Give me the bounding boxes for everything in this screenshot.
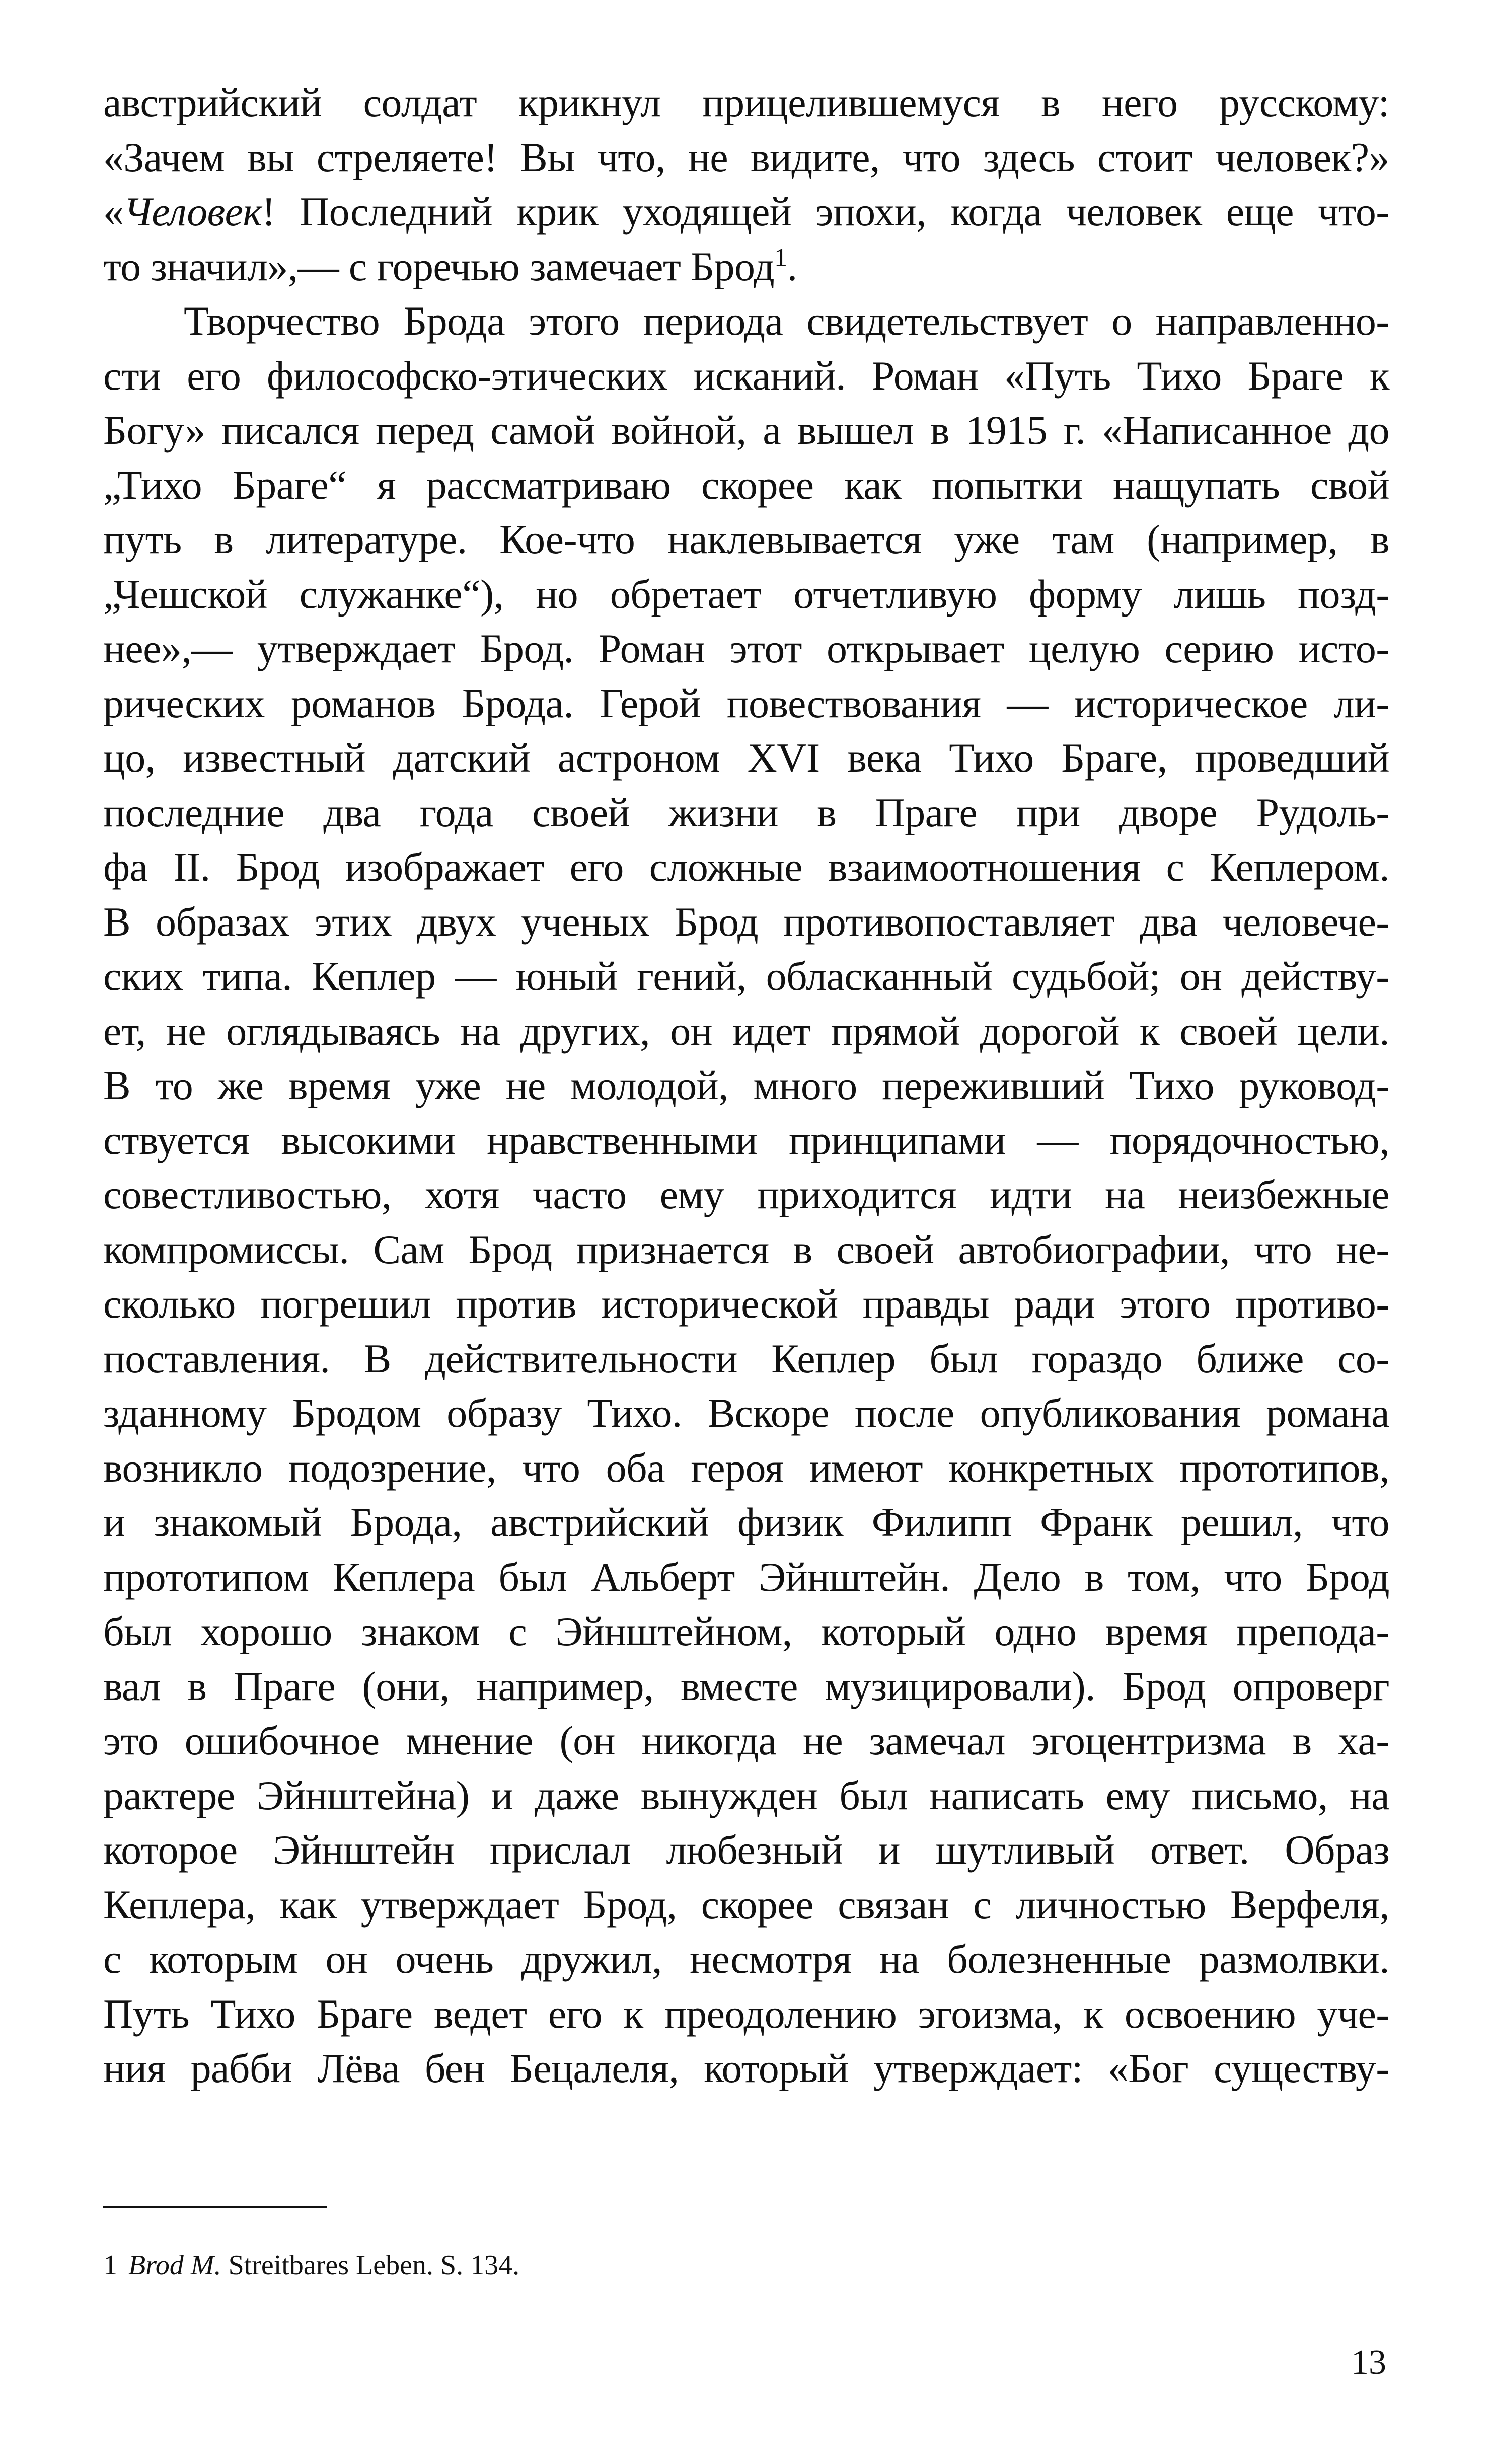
text-line	[103, 840, 1389, 895]
line-text: ских типа. Кеплер — юный гений, обласканный судьбой; он действу-	[103, 953, 1389, 999]
text-line	[103, 1277, 1389, 1332]
line-text: В то же время уже не молодой, много переживший Тихо руковод-	[103, 1062, 1389, 1108]
line-text: цо, известный датский астроном XVI века Тихо Браге, проведший	[103, 735, 1389, 781]
text-line	[103, 1332, 1389, 1387]
footnote	[103, 2248, 519, 2283]
line-text: рактере Эйнштейна) и даже вынужден был написать ему письмо, на	[103, 1772, 1389, 1818]
line-text: вал в Праге (они, например, вместе музицировали). Брод опроверг	[103, 1663, 1389, 1709]
line-text: австрийский солдат крикнул прицелившемуся в него русскому:	[103, 80, 1389, 125]
line-text: нее»,— утверждает Брод. Роман этот открывает целую серию исто-	[103, 626, 1389, 671]
text-line	[103, 1495, 1389, 1550]
line-text: путь в литературе. Кое-что наклевывается уже там (например, в	[103, 516, 1389, 562]
text-line	[103, 622, 1389, 676]
text-line	[103, 1168, 1389, 1222]
footnote-reference[interactable]: 1	[774, 243, 787, 272]
text-line	[103, 1659, 1389, 1714]
text-line	[103, 240, 1389, 294]
line-prefix: «	[103, 189, 124, 235]
line-text: с которым он очень дружил, несмотря на болезненные размолвки.	[103, 1936, 1389, 1982]
text-line	[103, 731, 1389, 786]
line-text: поставления. В действительности Кеплер был гораздо ближе со-	[103, 1335, 1389, 1381]
text-line	[103, 1441, 1389, 1496]
line-suffix: ! Последний крик уходящей эпохи, когда человек еще что-	[262, 189, 1389, 235]
text-line	[103, 1550, 1389, 1605]
text-line	[103, 403, 1389, 458]
line-text: Кеплера, как утверждает Брод, скорее связан с личностью Верфеля,	[103, 1881, 1389, 1928]
line-text: „Чешской служанке“), но обретает отчетливую форму лишь позд-	[103, 571, 1389, 617]
line-text: В образах этих двух ученых Брод противопоставляет два человече-	[103, 898, 1389, 945]
line-text: Творчество Брода этого периода свидетельствует о направленно-	[184, 298, 1389, 344]
footnote-number: 1	[103, 2250, 117, 2281]
text-line	[103, 294, 1389, 349]
line-text: совестливостью, хотя часто ему приходится идти на неизбежные	[103, 1172, 1389, 1217]
text-line	[103, 130, 1389, 185]
line-text: «Зачем вы стреляете! Вы что, не видите, что здесь стоит человек?»	[103, 134, 1389, 180]
line-text: последние два года своей жизни в Праге при дворе Рудоль-	[103, 789, 1389, 835]
line-text: и знакомый Брода, австрийский физик Филипп Франк решил, что	[103, 1499, 1389, 1545]
line-text: „Тихо Браге“ я рассматриваю скорее как попытки нащупать свой	[103, 461, 1389, 508]
footnote-divider	[103, 2206, 327, 2208]
text-line	[103, 1113, 1389, 1168]
text-line	[103, 1768, 1389, 1823]
text-line	[103, 1987, 1389, 2042]
text-line	[103, 458, 1389, 513]
line-text: компромиссы. Сам Брод признается в своей автобиографии, что не-	[103, 1226, 1389, 1272]
line-text: ния рабби Лёва бен Бецалеля, который утверждает: «Бог существу-	[103, 2045, 1389, 2091]
line-text: сти его философско-этических исканий. Роман «Путь Тихо Браге к	[103, 352, 1389, 399]
text-line	[103, 1878, 1389, 1933]
text-line	[103, 2041, 1389, 2096]
line-text: то значил»,— с горечью замечает Брод	[103, 243, 775, 289]
line-text: Богу» писался перед самой войной, а вышел в 1915 г. «Написанное до	[103, 407, 1389, 453]
line-text: возникло подозрение, что оба героя имеют конкретных прототипов,	[103, 1444, 1389, 1491]
line-text: которое Эйнштейн прислал любезный и шутливый ответ. Образ	[103, 1827, 1389, 1873]
text-line	[103, 567, 1389, 622]
line-text: был хорошо знаком с Эйнштейном, который одно время препода-	[103, 1608, 1389, 1654]
text-line	[103, 75, 1389, 130]
line-text: фа II. Брод изображает его сложные взаимоотношения с Кеплером.	[103, 844, 1389, 890]
text-line	[103, 1932, 1389, 1987]
line-text: рических романов Брода. Герой повествования — историческое ли-	[103, 680, 1389, 726]
text-line	[103, 185, 1389, 240]
main-text	[103, 75, 1389, 2096]
line-text: ствуется высокими нравственными принципами — порядочностью,	[103, 1117, 1389, 1163]
text-line	[103, 1604, 1389, 1659]
line-tail: .	[787, 243, 797, 289]
line-text: ет, не оглядываясь на других, он идет прямой дорогой к своей цели.	[103, 1008, 1389, 1054]
text-line	[103, 786, 1389, 840]
footnote-source: Streitbares Leben. S. 134.	[228, 2250, 520, 2281]
text-line	[103, 349, 1389, 404]
line-text: зданному Бродом образу Тихо. Вскоре после опубликования романа	[103, 1390, 1389, 1436]
line-text: Путь Тихо Браге ведет его к преодолению эгоизма, к освоению уче-	[103, 1990, 1389, 2037]
text-line	[103, 676, 1389, 731]
footnote-author: Brod M.	[128, 2250, 221, 2281]
emphasized-word: Человек	[123, 189, 262, 235]
text-line	[103, 1004, 1389, 1059]
text-line	[103, 1823, 1389, 1878]
text-line	[103, 1714, 1389, 1768]
text-line	[103, 949, 1389, 1004]
line-text: сколько погрешил против исторической правды ради этого противо-	[103, 1281, 1389, 1327]
text-line	[103, 1386, 1389, 1441]
text-line	[103, 1222, 1389, 1277]
text-line	[103, 1058, 1389, 1113]
line-text: это ошибочное мнение (он никогда не замечал эгоцентризма в ха-	[103, 1718, 1389, 1763]
page-number: 13	[1351, 2343, 1386, 2382]
text-line	[103, 512, 1389, 567]
line-text: прототипом Кеплера был Альберт Эйнштейн. Дело в том, что Брод	[103, 1554, 1389, 1600]
text-line	[103, 895, 1389, 950]
